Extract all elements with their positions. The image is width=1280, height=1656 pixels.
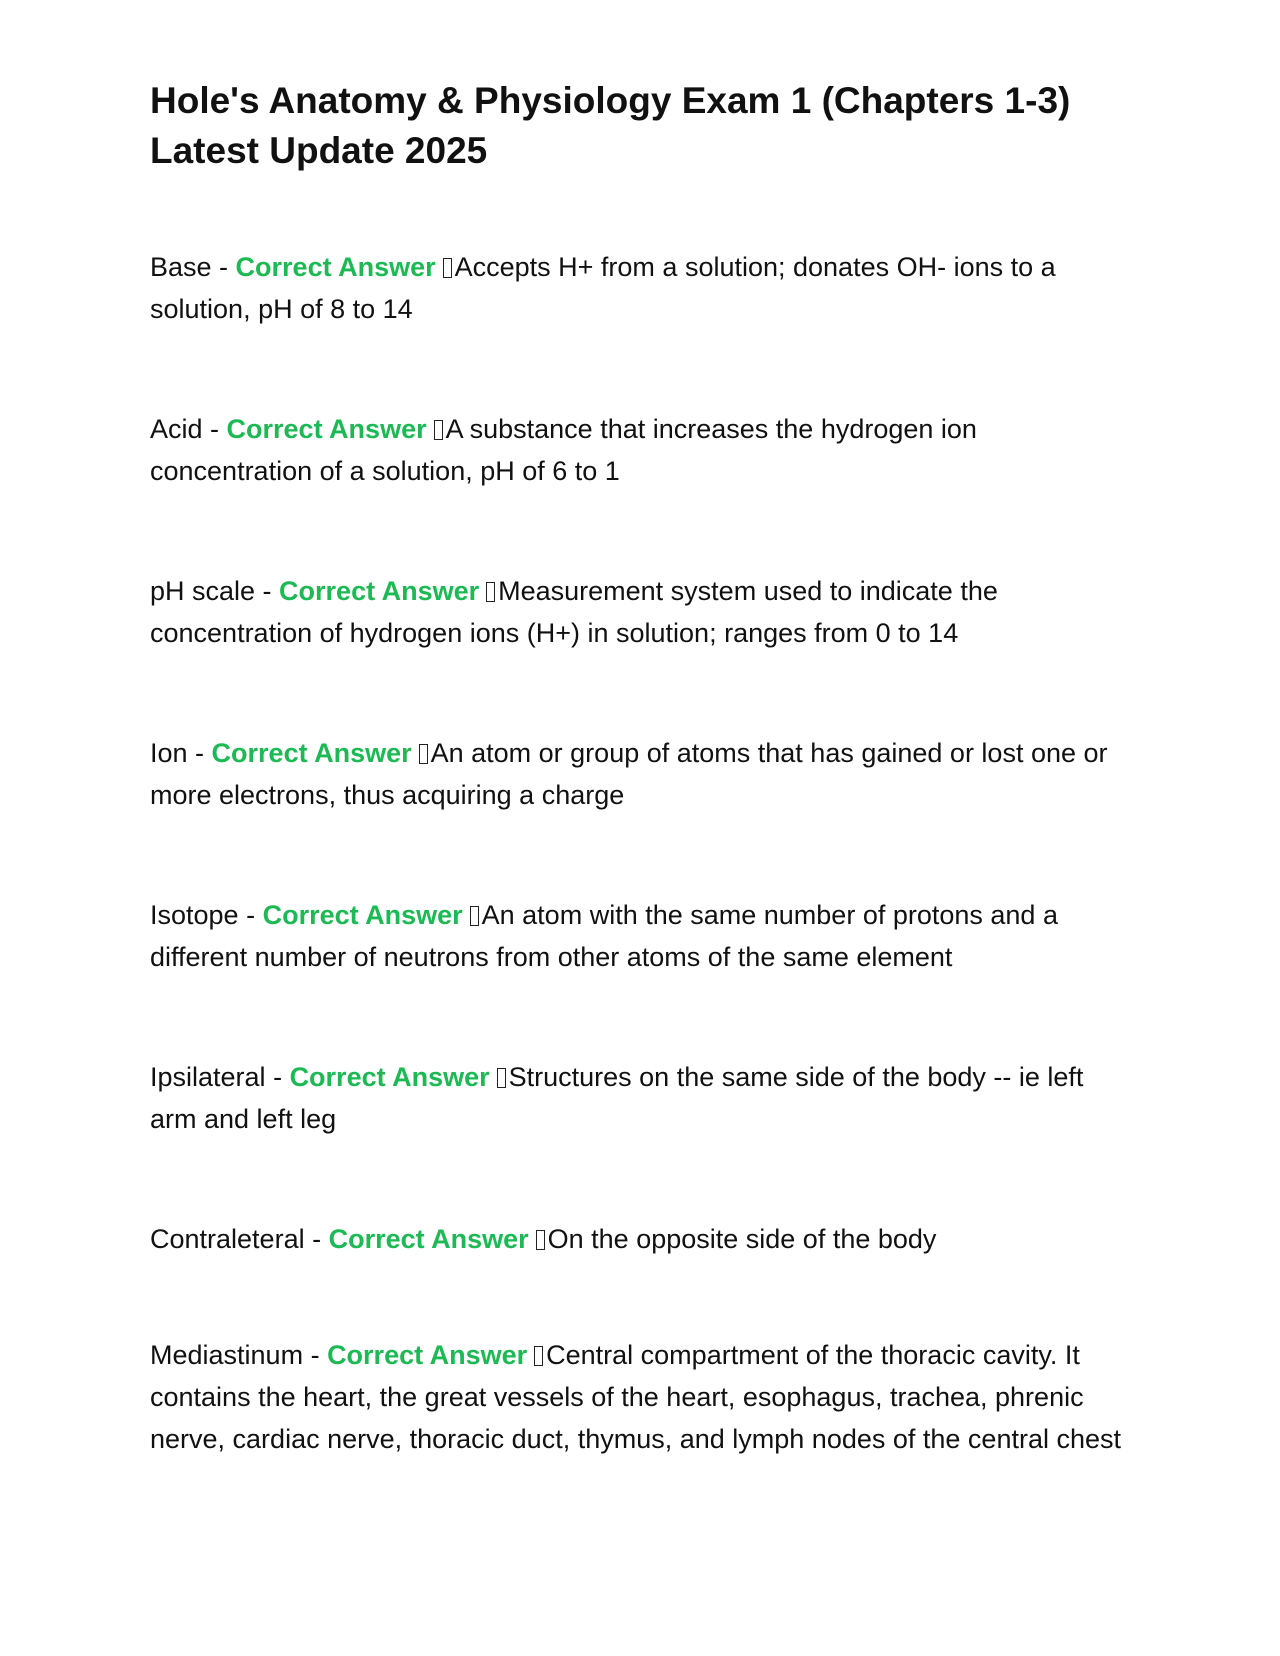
qa-entry-ipsilateral [150,1056,1130,1140]
entry-definition: Accepts H+ from a solution; donates OH- ions to a solution, pH of 8 to 14 [150,252,1056,324]
missing-glyph-box-icon [497,1068,506,1088]
entry-term: Base [150,252,212,282]
qa-entry-acid [150,408,1130,492]
entry-definition: Measurement system used to indicate the concentration of hydrogen ions (H+) in solution; ranges from 0 to 14 [150,576,998,648]
entry-separator: - [303,1340,328,1370]
qa-entry-contraleteral [150,1218,1130,1260]
entry-term: Contraleteral [150,1224,305,1254]
entry-definition: Structures on the same side of the body -- ie left arm and left leg [150,1062,1084,1134]
correct-answer-label: Correct Answer [262,900,463,930]
correct-answer-label: Correct Answer [235,252,436,282]
entry-separator: - [238,900,263,930]
qa-entry-mediastinum [150,1334,1130,1460]
entry-separator: - [187,738,212,768]
correct-answer-label: Correct Answer [327,1340,528,1370]
entry-separator: - [202,414,227,444]
entry-separator: - [265,1062,290,1092]
entry-separator: - [255,576,280,606]
title-line-1: Hole's Anatomy & Physiology Exam 1 (Chapters 1-3) [150,80,1071,121]
entry-separator: - [304,1224,329,1254]
entry-definition: Central compartment of the thoracic cavity. It contains the heart, the great vessels of the heart, esophagus, trachea, phrenic nerve, cardiac nerve, thoracic duct, thymus, and lymph nodes of the central chest [150,1340,1121,1454]
missing-glyph-box-icon [534,1346,543,1366]
entry-term: Isotope [150,900,239,930]
qa-entry-isotope [150,894,1130,978]
qa-entry-ph-scale [150,570,1130,654]
correct-answer-label: Correct Answer [289,1062,490,1092]
entry-definition: An atom or group of atoms that has gained or lost one or more electrons, thus acquiring a charge [150,738,1108,810]
missing-glyph-box-icon [443,258,452,278]
missing-glyph-box-icon [536,1230,545,1250]
entry-term: Mediastinum [150,1340,304,1370]
entry-term: Ion [150,738,188,768]
entry-term: Acid [150,414,203,444]
qa-entry-list [150,246,1130,1460]
missing-glyph-box-icon [486,582,495,602]
correct-answer-label: Correct Answer [279,576,480,606]
entry-definition: A substance that increases the hydrogen ion concentration of a solution, pH of 6 to 1 [150,414,977,486]
correct-answer-label: Correct Answer [328,1224,529,1254]
correct-answer-label: Correct Answer [211,738,412,768]
entry-term: pH scale [150,576,256,606]
document-page [150,76,1130,1538]
missing-glyph-box-icon [434,420,443,440]
document-title [150,76,1130,176]
qa-entry-ion [150,732,1130,816]
title-line-2: Latest Update 2025 [150,130,488,171]
entry-separator: - [211,252,236,282]
missing-glyph-box-icon [419,744,428,764]
missing-glyph-box-icon [470,906,479,926]
entry-term: Ipsilateral [150,1062,266,1092]
qa-entry-base [150,246,1130,330]
correct-answer-label: Correct Answer [226,414,427,444]
entry-definition: On the opposite side of the body [547,1224,937,1254]
entry-definition: An atom with the same number of protons and a different number of neutrons from other atoms of the same element [150,900,1058,972]
